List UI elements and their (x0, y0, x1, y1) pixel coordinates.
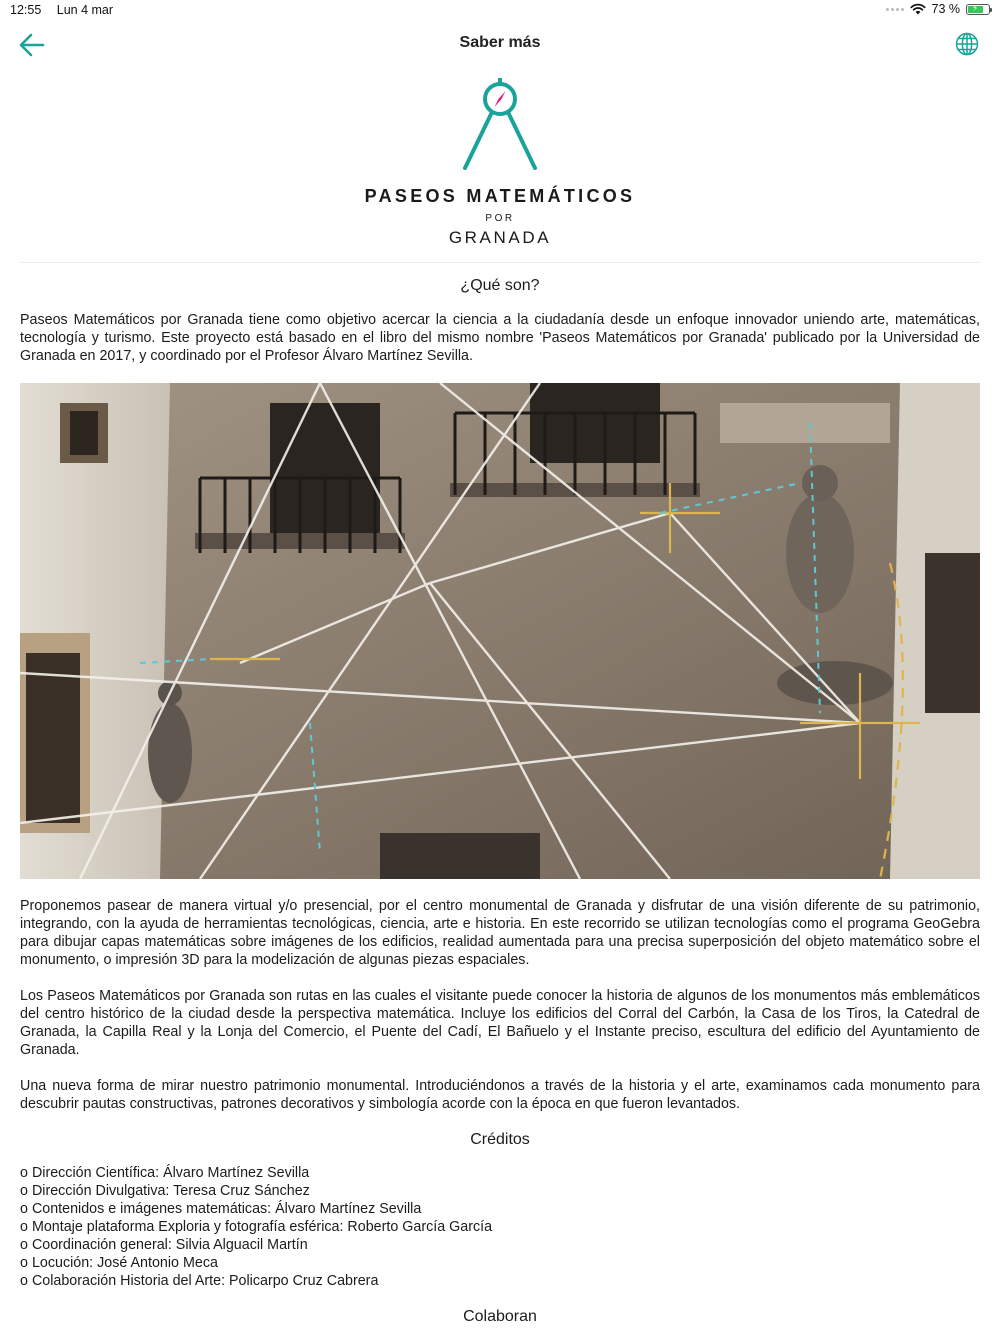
header-divider (20, 262, 980, 263)
nav-bar (0, 22, 1000, 68)
status-bar (0, 0, 1000, 22)
logo-subtitle-granada: GRANADA (448, 228, 552, 247)
battery-percent: 73 % (931, 2, 960, 16)
description-paragraph-1: Proponemos pasear de manera virtual y/o presencial, por el centro monumental de Granada y disfrutar de una visión diferente de su patrimonio, integrando, con la ayuda de herramientas tecnológicas, ciencia, arte e historia. En este recorrido se utilizan tecnologías como el programa GeoGebra para dibujar capas matemáticas sobre imágenes de los edificios, realidad aumentada para una precisa superposición del objeto matemático sobre el monumento, o impresión 3D para la modelización de algunas piezas espaciales. (20, 898, 980, 968)
description-paragraph-3: Una nueva forma de mirar nuestro patrimonio monumental. Introduciéndonos a través de la historia y el arte, examinamos cada monumento para descubrir pautas constructivas, patrones decorativos y simbología acorde con la época en que fueron levantados. (20, 1078, 980, 1112)
list-item: o Coordinación general: Silvia Alguacil Martín (20, 1236, 980, 1254)
nav-title: Saber más (459, 34, 541, 51)
list-item: o Montaje plataforma Exploria y fotografía esférica: Roberto García García (20, 1218, 980, 1236)
list-item: o Contenidos e imágenes matemáticas: Álvaro Martínez Sevilla (20, 1200, 980, 1218)
app-logo (0, 78, 1000, 248)
credits-list (20, 1164, 980, 1290)
logo-subtitle-por: POR (485, 213, 515, 224)
wifi-icon (910, 3, 926, 15)
status-date: Lun 4 mar (56, 3, 114, 17)
battery-level-fill (968, 6, 983, 13)
status-time: 12:55 (10, 3, 42, 17)
list-item: o Colaboración Historia del Arte: Policarpo Cruz Cabrera (20, 1272, 980, 1290)
content-scroll[interactable] (20, 277, 980, 1342)
section-heading-credits: Créditos (470, 1131, 530, 1148)
list-item: o Locución: José Antonio Meca (20, 1254, 980, 1272)
building-photo (20, 383, 980, 879)
battery-icon (966, 4, 990, 15)
list-item: o Dirección Científica: Álvaro Martínez Sevilla (20, 1164, 980, 1182)
intro-paragraph: Paseos Matemáticos por Granada tiene como objetivo acercar la ciencia a la ciudadanía desde un enfoque innovador uniendo arte, matemáticas, tecnología y turismo. Este proyecto está basado en el libro del mismo nombre 'Paseos Matemáticos por Granada' publicado por la Universidad de Granada en 2017, y coordinado por el Profesor Álvaro Martínez Sevilla. (20, 312, 980, 364)
section-heading-collaborators: Colaboran (463, 1308, 537, 1325)
signal-dots-icon (886, 8, 904, 11)
list-item: o Dirección Divulgativa: Teresa Cruz Sánchez (20, 1182, 980, 1200)
globe-icon[interactable] (954, 31, 980, 57)
compass-icon (455, 78, 545, 170)
description-paragraph-2: Los Paseos Matemáticos por Granada son rutas en las cuales el visitante puede conocer la historia de algunos de los monumentos más emblemáticos del centro histórico de la ciudad desde la perspectiva matemática. Incluye los edificios del Corral del Carbón, la Casa de los Tiros, la Catedral de Granada, la Capilla Real y la Lonja del Comercio, el Puente del Cadí, El Bañuelo y el Instante preciso, escultura del edificio del Ayuntamiento de Granada. (20, 988, 980, 1058)
section-heading-what: ¿Qué son? (460, 277, 540, 294)
logo-title: PASEOS MATEMÁTICOS (364, 186, 636, 206)
